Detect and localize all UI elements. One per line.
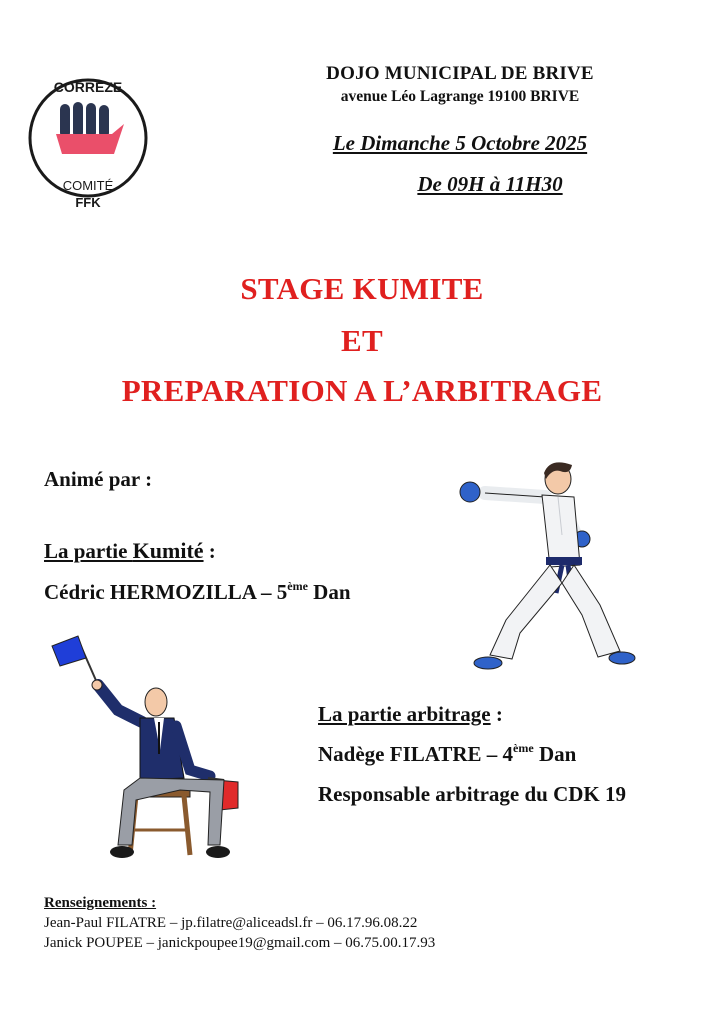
logo-bottom-text: FFK [75, 195, 101, 210]
title-line-1: STAGE KUMITE [240, 271, 484, 306]
kumite-instructor-sup: ème [287, 579, 308, 593]
arbitrage-section-suffix: : [490, 702, 503, 726]
kumite-section-prefix: La partie [44, 539, 133, 563]
anime-par-label: Animé par : [44, 467, 153, 491]
kumite-instructor-grade: Dan [307, 580, 351, 604]
kumite-section-title [44, 538, 216, 564]
logo-top-text: CORRÈZE [53, 79, 123, 95]
karateka-illustration [450, 455, 650, 680]
kumite-instructor-name: Cédric HERMOZILLA – 5 [44, 580, 288, 604]
comite-ffk-logo [22, 62, 154, 214]
venue-name: DOJO MUNICIPAL DE BRIVE [326, 63, 594, 84]
kumite-instructor [44, 580, 351, 605]
info-heading: Renseignements : [44, 895, 157, 911]
event-time: De 09H à 11H30 [417, 172, 563, 196]
contact-line-1: Jean-Paul FILATRE – jp.filatre@aliceadsl.fr – 06.17.96.08.22 [44, 915, 418, 931]
kumite-section-suffix: : [203, 539, 216, 563]
contact-line-2: Janick POUPEE – janickpoupee19@gmail.com – 06.75.00.17.93 [44, 935, 436, 951]
venue-address: avenue Léo Lagrange 19100 BRIVE [340, 88, 580, 105]
title-line-3: PREPARATION A L’ARBITRAGE [121, 373, 603, 408]
arbitrage-instructor-name: Nadège FILATRE – 4 [318, 742, 514, 766]
kumite-section-word: Kumité [132, 538, 204, 563]
arbitrage-instructor-grade: Dan [533, 742, 577, 766]
arbitrage-section-label: La partie arbitrage [318, 702, 491, 726]
logo-middle-text: COMITÉ [62, 178, 114, 193]
event-date: Le Dimanche 5 Octobre 2025 [332, 131, 588, 155]
arbitrage-section-title [318, 702, 503, 727]
referee-illustration [40, 630, 250, 870]
title-line-2: ET [341, 323, 383, 358]
arbitrage-instructor-role: Responsable arbitrage du CDK 19 [318, 782, 627, 806]
arbitrage-instructor [318, 742, 576, 767]
arbitrage-instructor-sup: ème [513, 741, 534, 755]
